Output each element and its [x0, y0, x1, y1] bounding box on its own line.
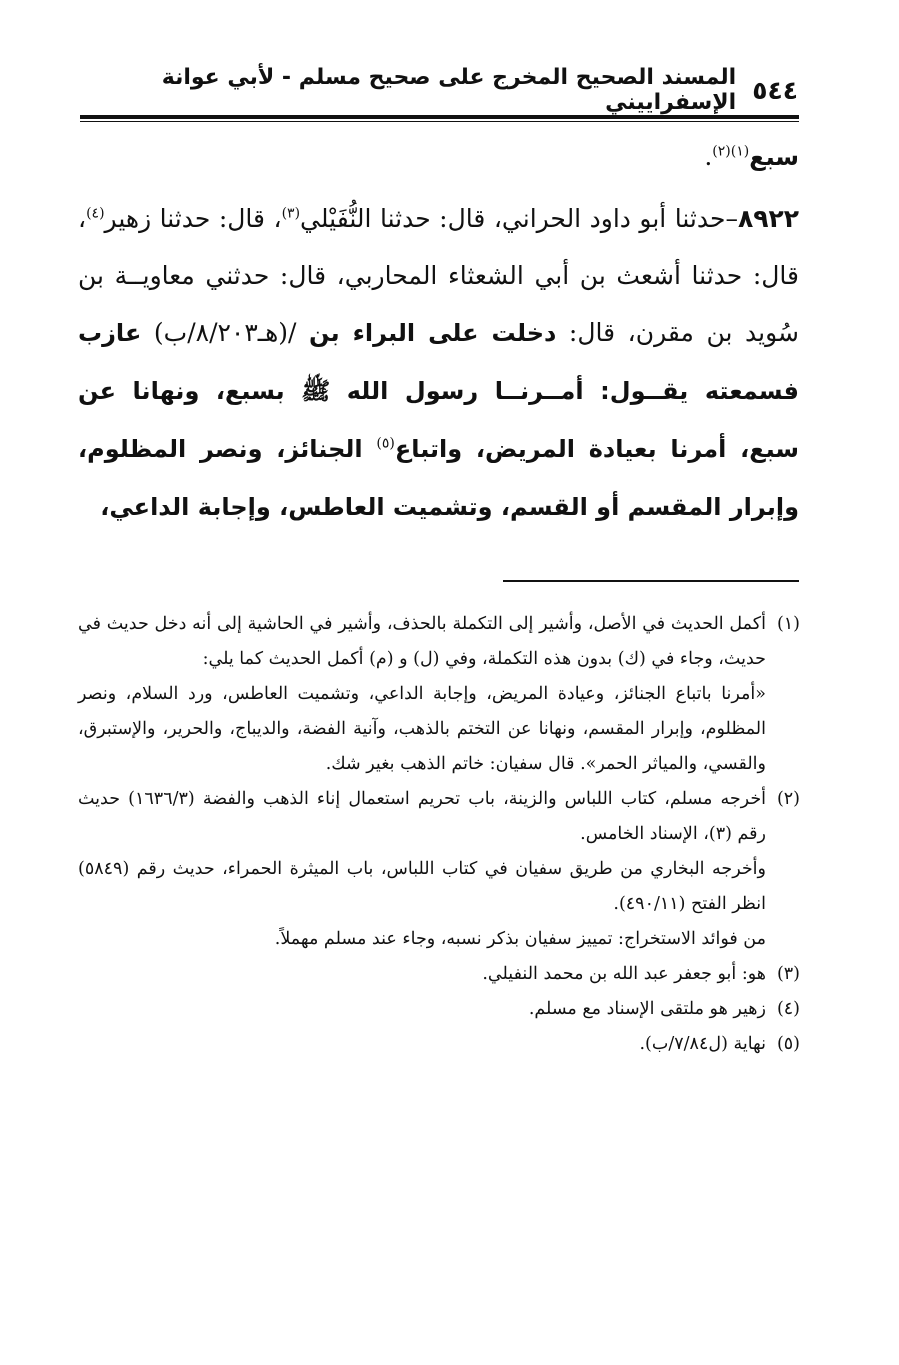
intro-footnote-ref: (١)(٢): [712, 143, 750, 160]
intro-word: سبع: [749, 143, 799, 171]
footnote-5: [78, 1027, 800, 1062]
page-header: [112, 65, 798, 115]
footnote-2-bukhari: وأخرجه البخاري من طريق سفيان في كتاب اللباس، باب الميثرة الحمراء، حديث رقم (٥٨٤٩) انظر الفتح (٤٩٠/١١).: [78, 859, 766, 914]
footnote-number: (٥): [776, 1034, 800, 1054]
header-rule-thick: [80, 115, 799, 119]
hadith-bold-1: دخلت على البراء بن: [309, 319, 557, 347]
footnote-number: (٤): [776, 999, 800, 1019]
footnote-text: زهير هو ملتقى الإسناد مع مسلم.: [528, 999, 766, 1019]
footnote-text: هو: أبو جعفر عبد الله بن محمد النفيلي.: [482, 964, 766, 984]
footnote-2-benefit: من فوائد الاستخراج: تمييز سفيان بذكر نسبه، وجاء عند مسلم مهملاً.: [274, 929, 766, 949]
footnote-3: [78, 957, 800, 992]
page-number: ٥٤٤: [752, 75, 798, 105]
intro-line: [78, 128, 799, 186]
intro-end: .: [704, 142, 713, 171]
hadith-text-3: ، قال: حدثنا أشعث بن أبي الشعثاء المحاربي، قال: حدثني معاويــة بن سُويد بن مقرن، قال:: [78, 204, 799, 347]
hadith-bold-2: عازب فسمعته يقــول: أمــرنــا رسول الله ﷺ بسبع، ونهانا عن سبع، أمرنا بعيادة المريض، واتباع: [78, 319, 799, 463]
footnote-4: [78, 992, 800, 1027]
hadith-text-1: –حدثنا أبو داود الحراني، قال: حدثنا النُّفَيْلي: [300, 204, 738, 233]
footnote-text: أكمل الحديث في الأصل، وأشير إلى التكملة بالحذف، وأشير في الحاشية إلى أنه دخل حديث في حديث، وجاء في (ك) بدون هذه التكملة، وفي (ل) و (م) أكمل الحديث كما يلي:: [78, 614, 766, 669]
footnote-1: [78, 607, 800, 677]
footnotes: [78, 607, 800, 1062]
footnote-1-quote: «أمرنا باتباع الجنائز، وعيادة المريض، وإجابة الداعي، وتشميت العاطس، ورد السلام، ونصر المظلوم، وإبرار المقسم، ونهانا عن التختم بالذهب، وآنية الفضة، والديباج، والحرير، والإستبرق، والقسي، والمياثر الحمر». قال سفيان: خاتم الذهب بغير شك.: [78, 684, 766, 774]
header-rule-thin: [80, 121, 799, 122]
footnote-ref-4: (٤): [86, 205, 105, 222]
footnote-separator: [503, 580, 799, 582]
hadith-text-2: ، قال: حدثنا زهير: [104, 204, 282, 233]
footnote-number: (٣): [776, 964, 800, 984]
running-title: المسند الصحيح المخرج على صحيح مسلم - لأبي عوانة الإسفراييني: [161, 65, 737, 115]
hadith-number: ٨٩٢٢: [737, 204, 799, 233]
hadith-paragraph: [78, 190, 799, 536]
footnote-number: (١): [776, 614, 800, 634]
hadith-bold-3: الجنائز، ونصر المظلوم، وإبرار المقسم أو القسم، وتشميت العاطس، وإجابة الداعي،: [78, 435, 799, 521]
main-text: [78, 128, 799, 536]
footnote-number: (٢): [776, 789, 800, 809]
footnote-2: [78, 782, 800, 852]
footnote-text: أخرجه مسلم، كتاب اللباس والزينة، باب تحريم استعمال إناء الذهب والفضة (١٦٣٦/٣) حديث رقم (٣)، الإسناد الخامس.: [78, 789, 766, 844]
footnote-ref-3: (٣): [281, 205, 301, 222]
manuscript-ref: /(هـ٨/٢٠٣/ب): [141, 318, 310, 347]
footnote-text: نهاية (ل٧/٨٤/ب).: [639, 1034, 766, 1054]
footnote-ref-5: (٥): [376, 435, 395, 452]
